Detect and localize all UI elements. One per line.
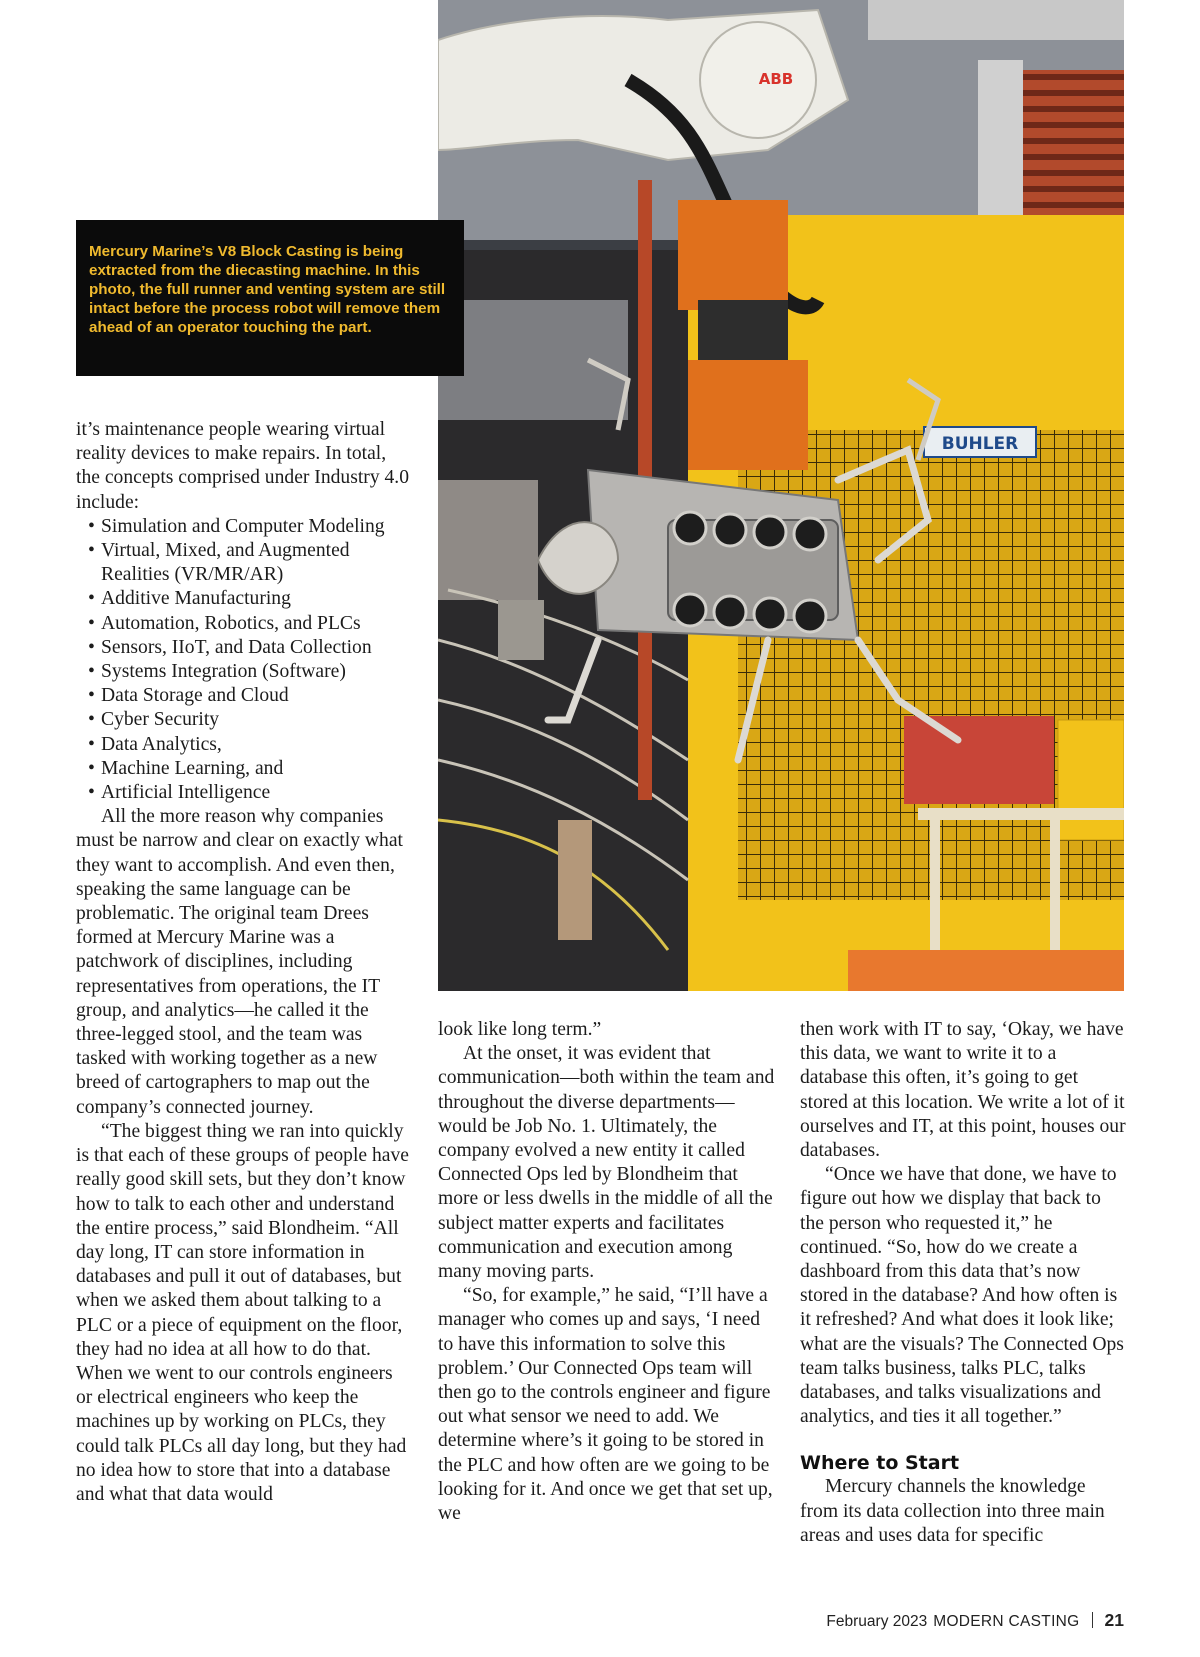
- list-item: • Systems Integration (Software): [88, 660, 412, 684]
- col2-paragraph-3: “So, for example,” he said, “I’ll have a manager who comes up and says, ‘I need to have this information to solve this problem.’ Our Connected Ops team will then go to the controls engineer and figure out what sensor we need to add. We determine where’s it going to be stored in the PLC and how often are we going to be looking for it. And once we get that set up, we: [438, 1285, 773, 1525]
- article-column-3: [800, 1018, 1126, 1548]
- industry-4-concepts-list: [76, 515, 412, 805]
- article-column-1: [76, 418, 412, 1507]
- buhler-logo-text: BUHLER: [941, 434, 1019, 454]
- list-item: • Additive Manufacturing: [88, 587, 412, 611]
- list-item: • Virtual, Mixed, and Augmented Realities (VR/MR/AR): [88, 539, 412, 587]
- photo-caption: [76, 220, 464, 376]
- article-column-2: [438, 1018, 778, 1526]
- col1-paragraph-1: All the more reason why companies must be narrow and clear on exactly what they want to accomplish. And even then, speaking the same language can be problematic. The original team Drees formed at Mercury Marine was a patchwork of disciplines, including representatives from operations, the IT group, and analytics—he called it the three-legged stool, and the team was tasked with working together as a new breed of cartographers to map out the company’s connected journey.: [76, 806, 403, 1118]
- list-item: • Data Storage and Cloud: [88, 684, 412, 708]
- photo-caption-text: Mercury Marine’s V8 Block Casting is being extracted from the diecasting machine. In this photo, the full runner and venting system are still intact before the process robot will remove them ahead of an operator touching the part.: [89, 243, 446, 336]
- magazine-name: MODERN CASTING: [933, 1613, 1080, 1630]
- list-item: • Machine Learning, and: [88, 757, 412, 781]
- list-item: • Sensors, IIoT, and Data Collection: [88, 636, 412, 660]
- abb-logo: ABB: [758, 70, 794, 88]
- photo-illustration: [438, 0, 1124, 991]
- col3-paragraph-2: “Once we have that done, we have to figure out how we display that back to the person who requested it,” he continued. “So, how do we create a dashboard from this data that’s now stored in the database? And how often is it refreshed? And what does it look like; what are the visuals? The Connected Ops team talks business, talks PLC, talks databases, and talks visualizations and analytics, and ties it all together.”: [800, 1164, 1124, 1428]
- page-number: 21: [1104, 1610, 1124, 1630]
- col2-paragraph-1: look like long term.”: [438, 1019, 602, 1040]
- page-footer: [826, 1610, 1124, 1631]
- list-item: • Simulation and Computer Modeling: [88, 515, 412, 539]
- col1-intro: it’s maintenance people wearing virtual reality devices to make repairs. In total, the concepts comprised under Industry 4.0 include:: [76, 419, 410, 513]
- list-item: • Automation, Robotics, and PLCs: [88, 612, 412, 636]
- col1-paragraph-2: “The biggest thing we ran into quickly is that each of these groups of people have really good skill sets, but they don’t know how to talk to each other and understand the entire process,” said Blondheim. “All day long, IT can store information in databases and pull it out of databases, but when we asked them about talking to a PLC or a piece of equipment on the floor, they had no idea at all how to do that. When we went to our controls engineers or electrical engineers who keep the machines up by working on PLCs, they could talk PLCs all day long, but they had no idea how to store that into a database and what that data would: [76, 1120, 409, 1505]
- list-item: • Artificial Intelligence: [88, 781, 412, 805]
- footer-divider: [1092, 1612, 1093, 1628]
- list-item: • Data Analytics,: [88, 733, 412, 757]
- section-heading: Where to Start: [800, 1452, 960, 1475]
- list-item: • Cyber Security: [88, 708, 412, 732]
- article-photo: [438, 0, 1124, 991]
- col2-paragraph-2: At the onset, it was evident that communication—both within the team and throughout the diverse departments—would be Job No. 1. Ultimately, the company evolved a new entity it called Connected Ops led by Blondheim that more or less dwells in the middle of all the subject matter experts and facilitates communication and execution among many moving parts.: [438, 1043, 775, 1283]
- issue-date: February 2023: [826, 1613, 928, 1630]
- col3-paragraph-1: then work with IT to say, ‘Okay, we have this data, we want to write it to a database this often, it’s going to get stored at this location. We write a lot of it ourselves and IT, at this point, houses our databases.: [800, 1019, 1126, 1162]
- col3-paragraph-3: Mercury channels the knowledge from its data collection into three main areas and uses data for specific: [800, 1476, 1105, 1546]
